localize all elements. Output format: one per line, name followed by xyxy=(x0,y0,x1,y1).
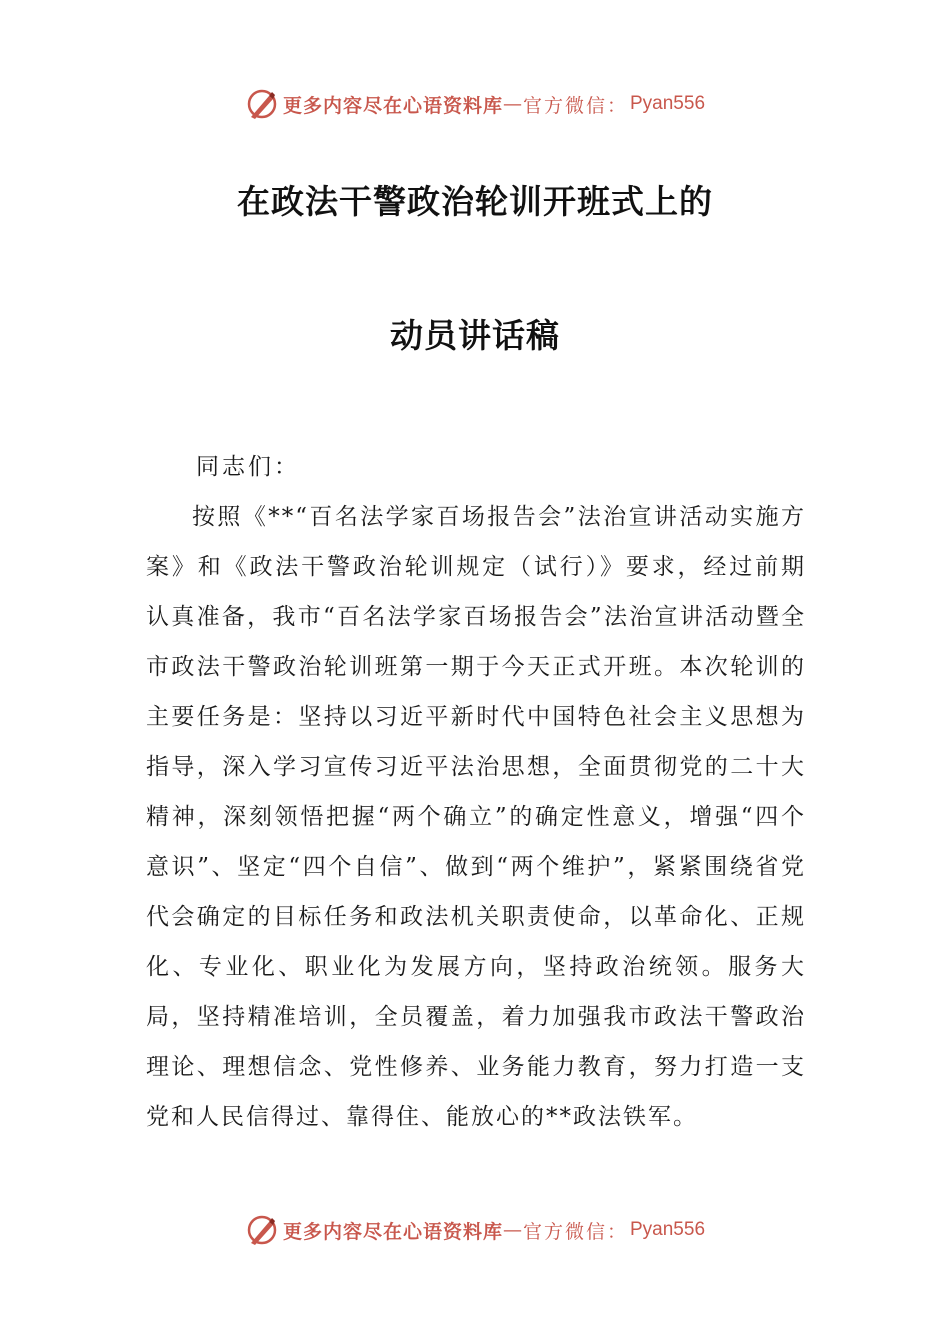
watermark-dash: — xyxy=(502,1219,523,1241)
pen-logo-icon xyxy=(245,87,279,121)
body-paragraph: 按照《**“百名法学家百场报告会”法治宣讲活动实施方案》和《政法干警政治轮训规定（试行）》要求，经过前期认真准备，我市“百名法学家百场报告会”法治宣讲活动暨全市政法干警政治轮训班第一期于今天正式开班。本次轮训的主要任务是：坚持以习近平新时代中国特色社会主义思想为指导，深入学习宣传习近平法治思想，全面贯彻党的二十大精神，深刻领悟把握“两个确立”的确定性意义，增强“四个意识”、坚定“四个自信”、做到“两个维护”，紧紧围绕省党代会确定的目标任务和政法机关职责使命，以革命化、正规化、专业化、职业化为发展方向，坚持政治统领。服务大局，坚持精准培训，全员覆盖，着力加强我市政法干警政治理论、理想信念、党性修养、业务能力教育，努力打造一支党和人民信得过、靠得住、能放心的**政法铁军。 xyxy=(146,504,806,1130)
watermark-wechat-label: 官方微信： xyxy=(522,94,628,117)
watermark-dash: — xyxy=(502,93,523,115)
watermark-wechat-id: Pyan556 xyxy=(630,93,706,114)
document-title-line1: 在政法干警政治轮训开班式上的 xyxy=(237,182,713,221)
pen-logo-icon xyxy=(245,1213,279,1247)
watermark-brand: 更多内容尽在心语资料库 xyxy=(282,1220,503,1243)
salutation: 同志们： xyxy=(196,454,300,480)
watermark-wechat-label: 官方微信： xyxy=(522,1220,628,1243)
document-title-line2: 动员讲话稿 xyxy=(390,316,560,355)
watermark-header xyxy=(0,82,950,126)
watermark-wechat-id: Pyan556 xyxy=(630,1219,706,1240)
watermark-brand: 更多内容尽在心语资料库 xyxy=(282,94,503,117)
watermark-footer xyxy=(0,1208,950,1252)
